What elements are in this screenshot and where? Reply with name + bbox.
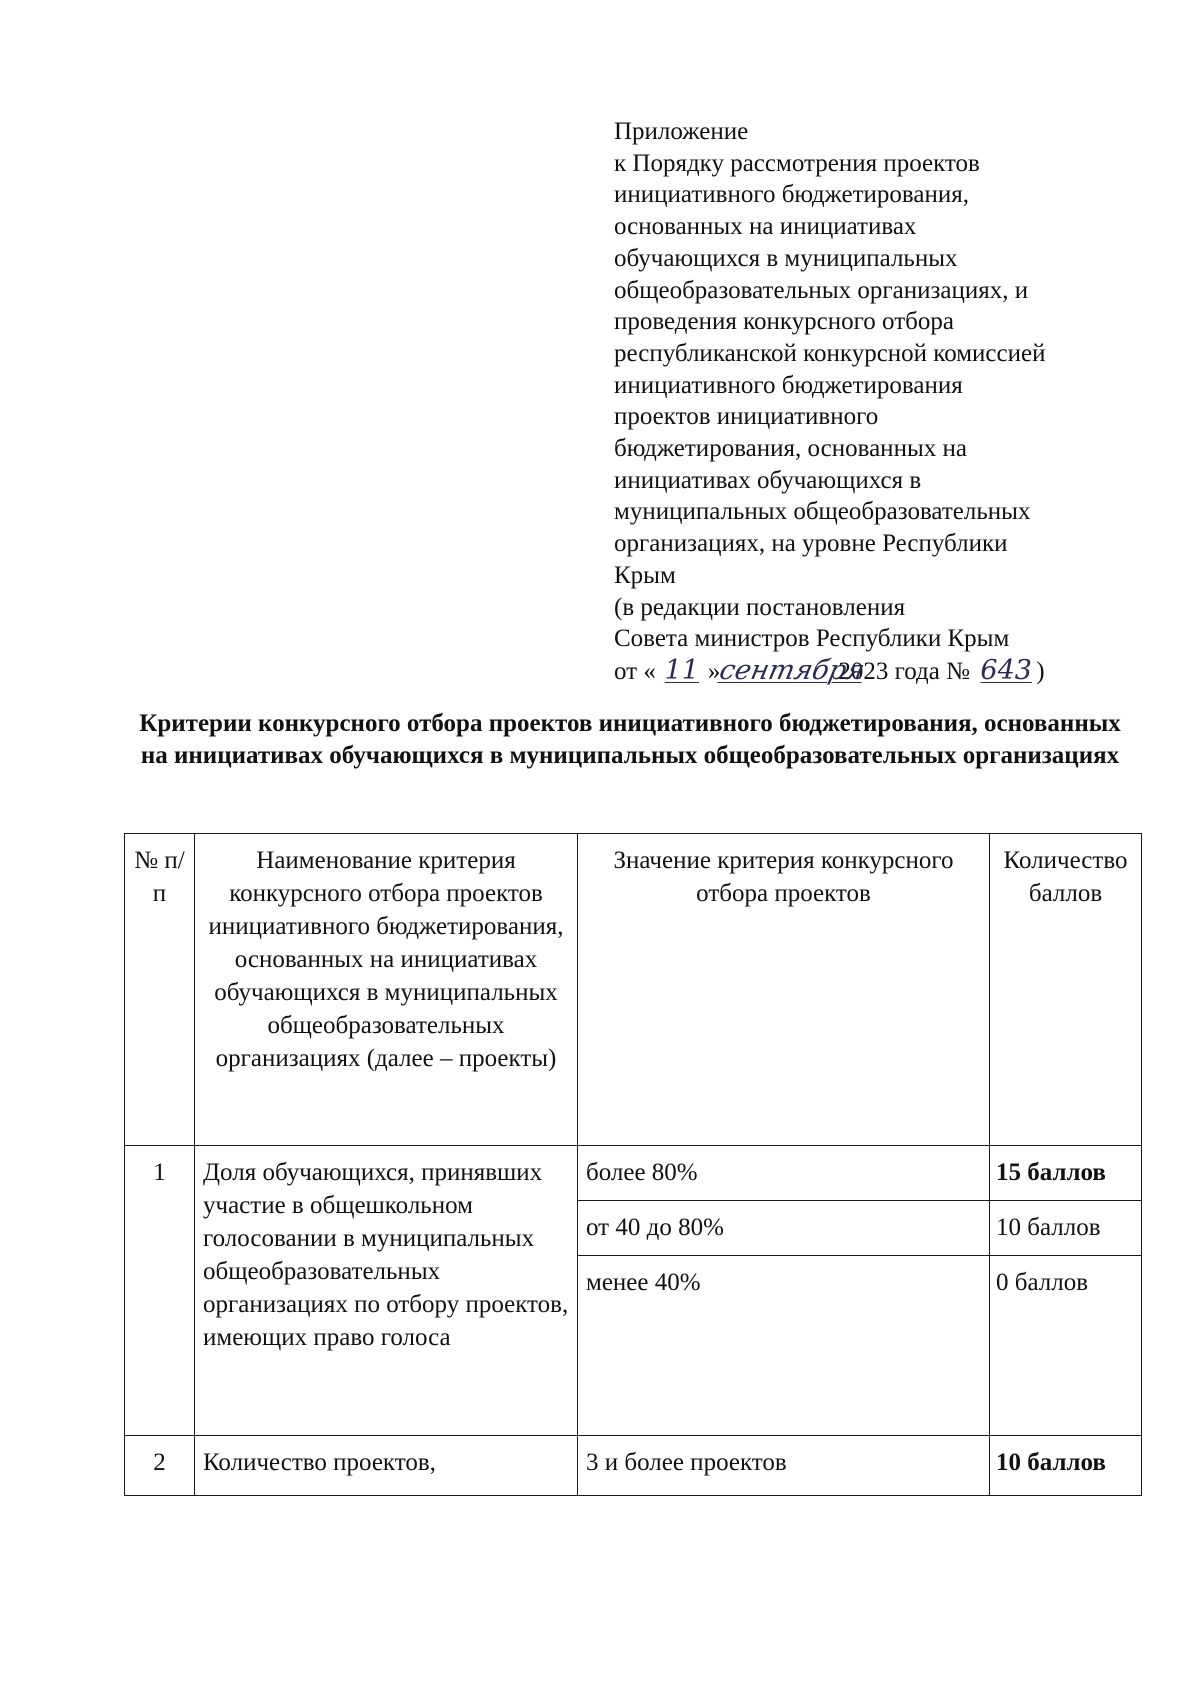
handwritten-number: 643 xyxy=(980,654,1032,686)
row-name: Количество проектов, xyxy=(195,1436,578,1496)
appendix-date-line xyxy=(614,655,1174,688)
row-value: менее 40% xyxy=(578,1256,990,1436)
handwritten-day: 11 xyxy=(664,654,700,686)
row-value: 3 и более проектов xyxy=(578,1436,990,1496)
appendix-line: Совета министров Республики Крым xyxy=(614,625,1010,653)
appendix-line: общеобразовательных организациях, и xyxy=(614,276,1029,304)
appendix-line: инициативного бюджетирования, xyxy=(614,181,969,209)
appendix-line: бюджетирования, основанных на xyxy=(614,435,967,463)
appendix-line: проектов инициативного xyxy=(614,403,879,431)
table-row xyxy=(125,1436,1142,1496)
row-score: 15 баллов xyxy=(990,1146,1142,1201)
row-score: 10 баллов xyxy=(990,1201,1142,1256)
appendix-line: проведения конкурсного отбора xyxy=(614,308,954,336)
date-prefix: от « xyxy=(614,657,656,685)
row-score: 0 баллов xyxy=(990,1256,1142,1436)
appendix-line: республиканской конкурсной комиссией xyxy=(614,339,1046,367)
appendix-line: к Порядку рассмотрения проектов xyxy=(614,149,980,177)
handwritten-month: сентября xyxy=(717,654,868,686)
date-mid: » xyxy=(707,657,721,685)
document-title: Критерии конкурсного отбора проектов инициативного бюджетирования, основанных на инициативах обучающихся в муниципальных общеобразовательных организациях xyxy=(139,710,1121,769)
appendix-line: основанных на инициативах xyxy=(614,213,917,241)
header-value: Значение критерия конкурсного отбора проектов xyxy=(578,834,990,1146)
header-score: Количество баллов xyxy=(990,834,1142,1146)
date-year-text: 2023 года № xyxy=(838,657,970,685)
appendix-line: Крым xyxy=(614,561,676,589)
appendix-line: Приложение xyxy=(614,118,749,145)
table-header-row xyxy=(125,834,1142,1146)
appendix-line: обучающихся в муниципальных xyxy=(614,244,958,272)
table-row xyxy=(125,1146,1142,1201)
header-name: Наименование критерия конкурсного отбора проектов инициативного бюджетирования, основанных на инициативах обучающихся в муниципальных общеобразовательных организациях (далее – проекты) xyxy=(195,834,578,1146)
appendix-line: муниципальных общеобразовательных xyxy=(614,498,1031,526)
row-value: более 80% xyxy=(578,1146,990,1201)
date-suffix: ) xyxy=(1036,657,1045,685)
row-name: Доля обучающихся, принявших участие в общешкольном голосовании в муниципальных общеобразовательных организациях по отбору проектов, имеющих право голоса xyxy=(195,1146,578,1436)
criteria-table xyxy=(124,833,1142,1496)
row-score: 10 баллов xyxy=(990,1436,1142,1496)
appendix-line: (в редакции постановления xyxy=(614,593,906,621)
appendix-block xyxy=(614,116,1174,688)
row-value: от 40 до 80% xyxy=(578,1201,990,1256)
row-num: 2 xyxy=(125,1436,195,1496)
header-num: № п/п xyxy=(125,834,195,1146)
appendix-line: инициативах обучающихся в xyxy=(614,466,922,494)
appendix-line: инициативного бюджетирования xyxy=(614,371,963,399)
appendix-line: организациях, на уровне Республики xyxy=(614,530,1008,558)
row-num: 1 xyxy=(125,1146,195,1436)
